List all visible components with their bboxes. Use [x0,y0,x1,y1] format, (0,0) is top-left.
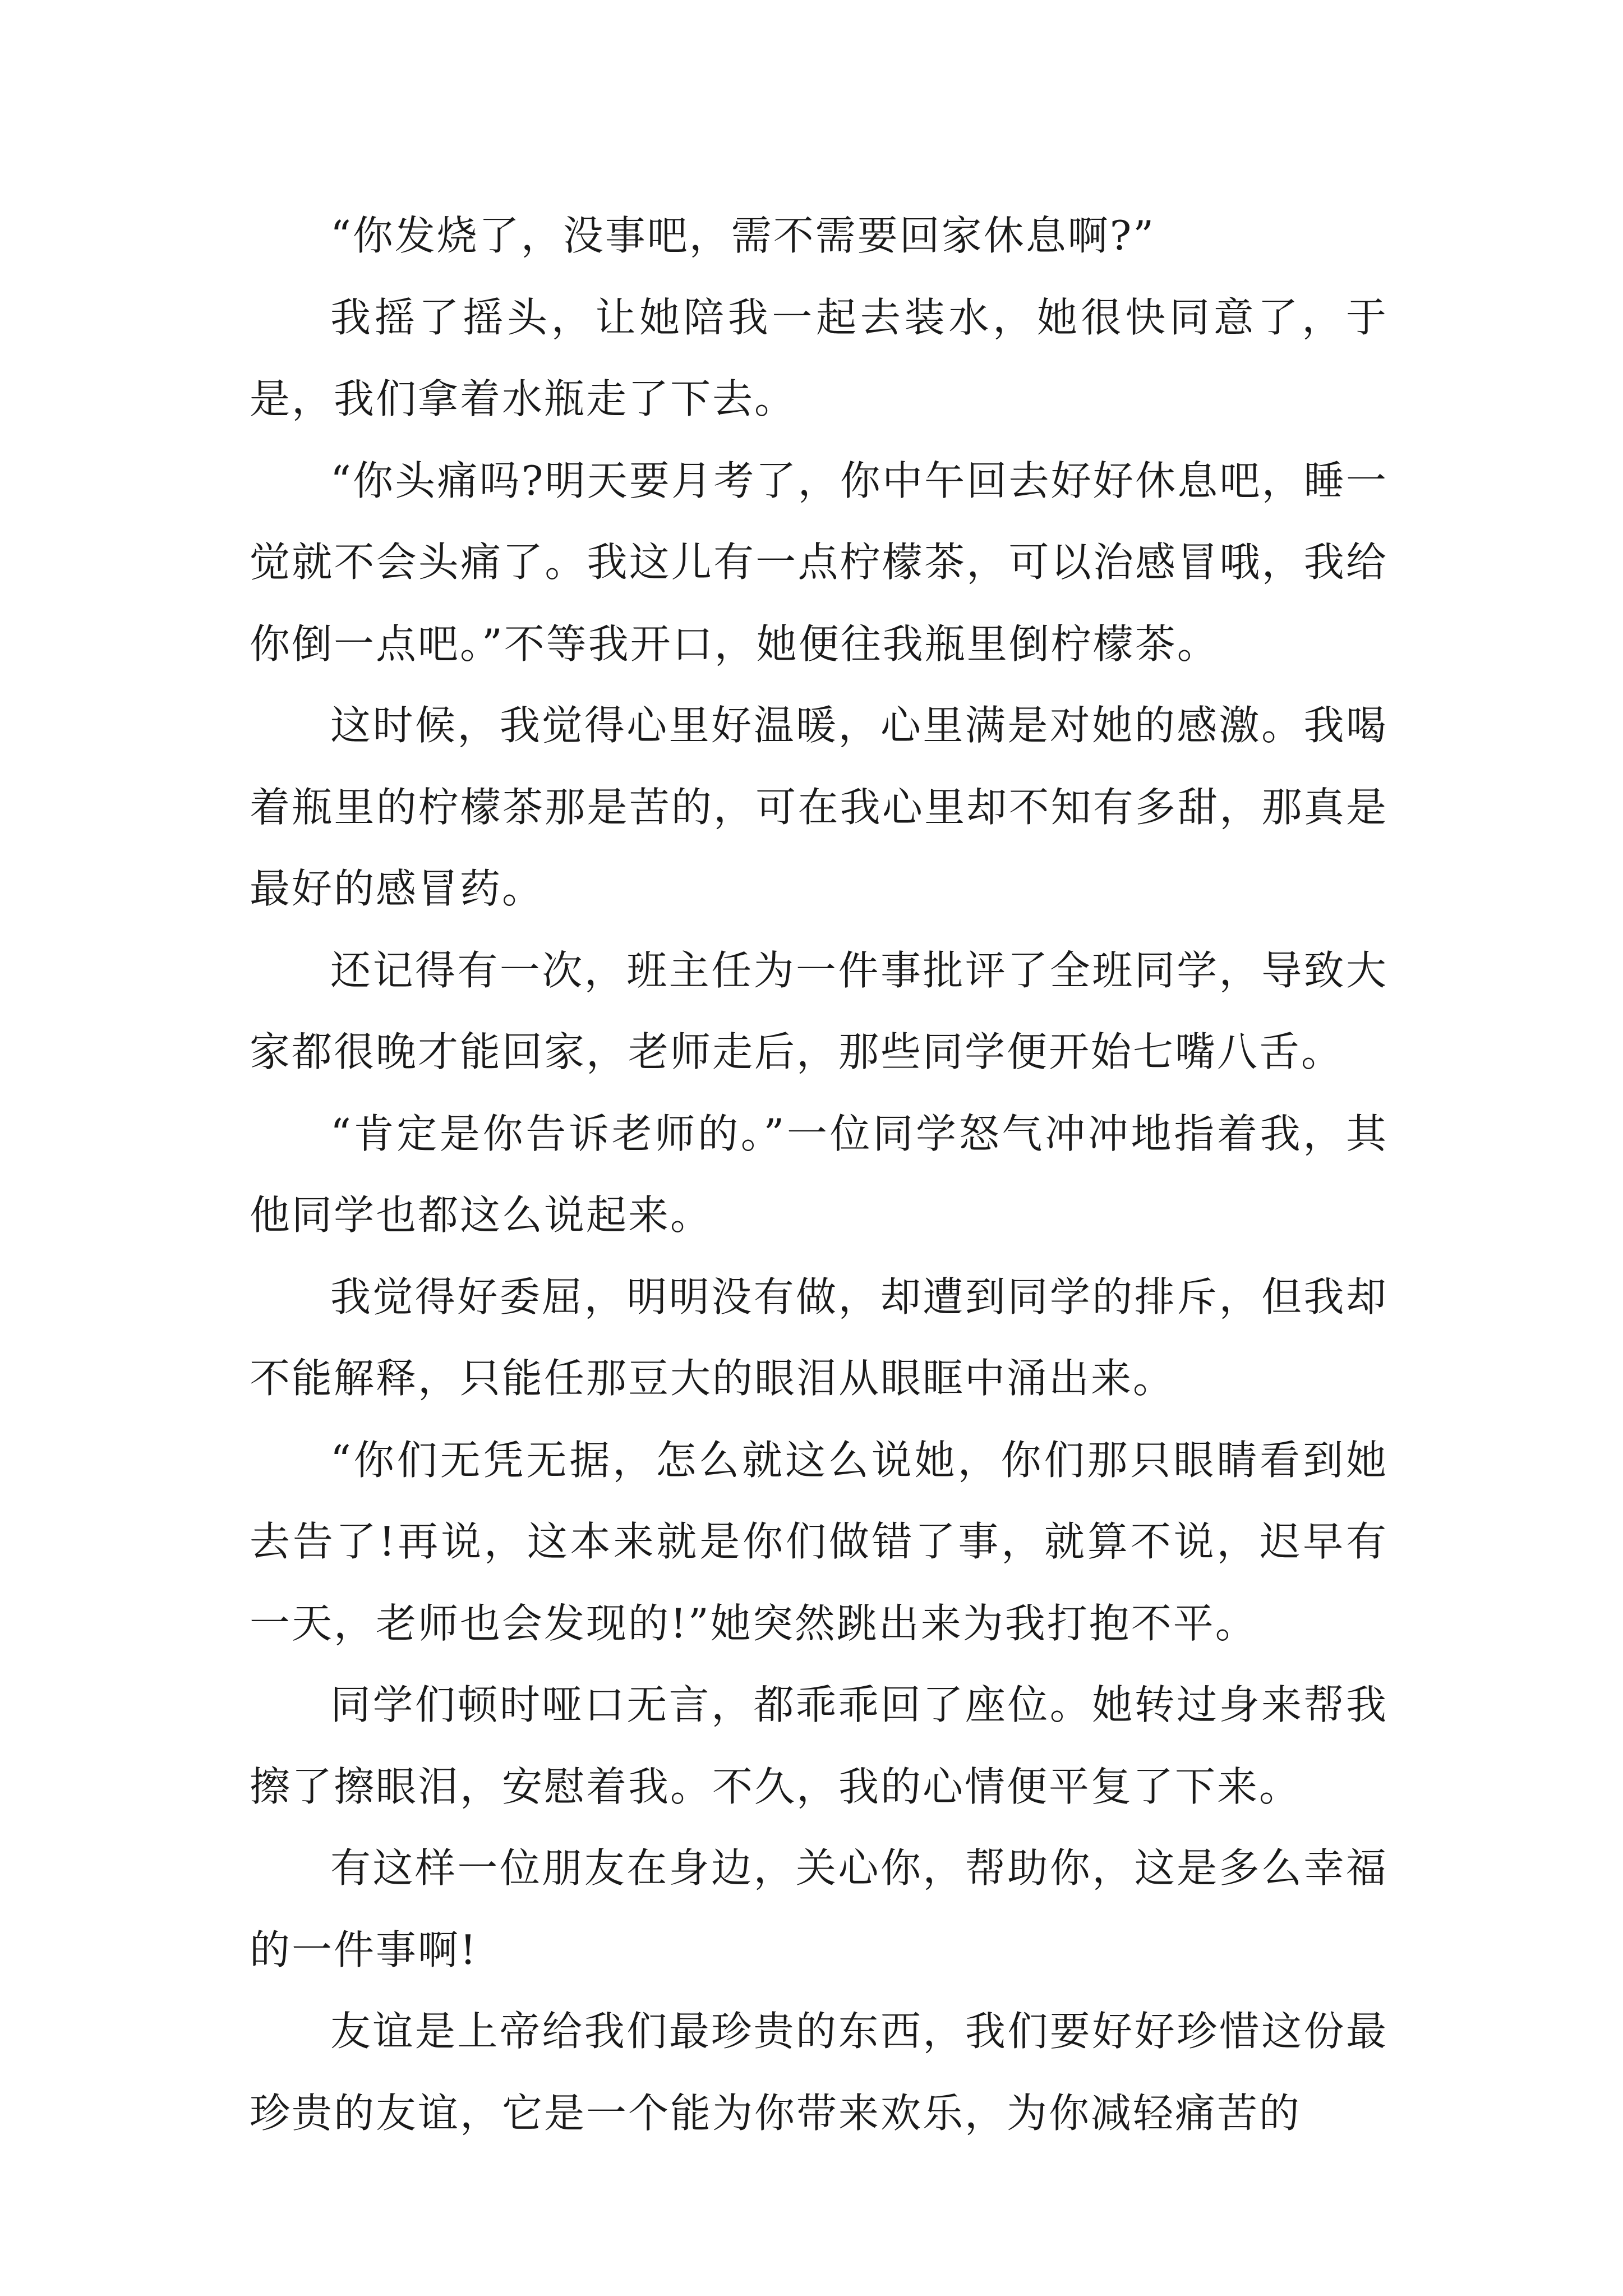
paragraph: 这时候，我觉得心里好温暖，心里满是对她的感激。我喝着瓶里的柠檬茶那是苦的，可在我心里却不知有多甜，那真是最好的感冒药。 [250,702,1388,912]
paragraph: 同学们顿时哑口无言，都乖乖回了座位。她转过身来帮我擦了擦眼泪，安慰着我。不久，我的心情便平复了下来。 [250,1681,1388,1810]
paragraph: 还记得有一次，班主任为一件事批评了全班同学，导致大家都很晚才能回家，老师走后，那些同学便开始七嘴八舌。 [250,946,1388,1075]
paragraph: “肯定是你告诉老师的。”一位同学怒气冲冲地指着我，其他同学也都这么说起来。 [250,1110,1388,1239]
paragraph: “你发烧了，没事吧，需不需要回家休息啊?” [330,212,1156,259]
paragraph: “你们无凭无据，怎么就这么说她，你们那只眼睛看到她去告了!再说，这本来就是你们做错了事，就算不说，迟早有一天，老师也会发现的!”她突然跳出来为我打抱不平。 [250,1436,1388,1647]
document-body [250,195,1388,2154]
paragraph: 有这样一位朋友在身边，关心你，帮助你，这是多么幸福的一件事啊! [250,1844,1388,1973]
paragraph: 友谊是上帝给我们最珍贵的东西，我们要好好珍惜这份最珍贵的友谊，它是一个能为你带来欢乐，为你减轻痛苦的 [250,2008,1388,2137]
paragraph: 我摇了摇头，让她陪我一起去装水，她很快同意了，于是，我们拿着水瓶走了下去。 [250,293,1388,422]
paragraph: “你头痛吗?明天要月考了，你中午回去好好休息吧，睡一觉就不会头痛了。我这儿有一点柠檬茶，可以治感冒哦，我给你倒一点吧。”不等我开口，她便往我瓶里倒柠檬茶。 [250,457,1388,668]
paragraph: 我觉得好委屈，明明没有做，却遭到同学的排斥，但我却不能解释，只能任那豆大的眼泪从眼眶中涌出来。 [250,1273,1388,1402]
